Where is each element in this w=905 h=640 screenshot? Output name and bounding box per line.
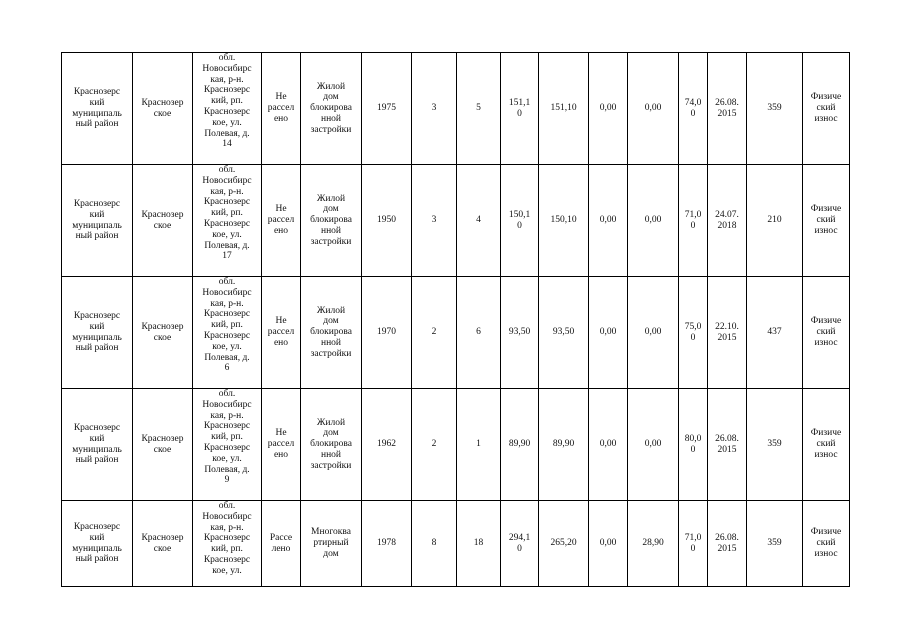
count-1-cell: 3: [412, 53, 457, 165]
date-cell: 26.08. 2015: [708, 389, 747, 501]
district-cell: Краснозерс кий муниципаль ный район: [62, 53, 133, 165]
status-cell: Не рассел ено: [262, 389, 301, 501]
reason-cell: Физиче ский износ: [803, 277, 850, 389]
reason-cell: Физиче ский износ: [803, 501, 850, 587]
count-2-cell: 1: [457, 389, 501, 501]
date-cell: 22.10. 2015: [708, 277, 747, 389]
count-2-cell: 6: [457, 277, 501, 389]
date-cell: 26.08. 2015: [708, 501, 747, 587]
address-cell: обл. Новосибирс кая, р-н. Краснозерс кий, рп. Краснозерс кое, ул.: [193, 501, 262, 587]
value-1-cell: 0,00: [589, 165, 628, 277]
district-cell: Краснозерс кий муниципаль ный район: [62, 501, 133, 587]
settlement-cell: Краснозер ское: [133, 277, 193, 389]
district-cell: Краснозерс кий муниципаль ный район: [62, 277, 133, 389]
year-cell: 1978: [362, 501, 412, 587]
doc-number-cell: 359: [747, 389, 803, 501]
wear-cell: 71,0 0: [679, 501, 708, 587]
value-1-cell: 0,00: [589, 277, 628, 389]
reason-cell: Физиче ский износ: [803, 389, 850, 501]
value-2-cell: 0,00: [628, 389, 679, 501]
status-cell: Не рассел ено: [262, 53, 301, 165]
date-cell: 26.08. 2015: [708, 53, 747, 165]
table-row: [62, 277, 850, 389]
value-2-cell: 28,90: [628, 501, 679, 587]
area-total-cell: 294,1 0: [501, 501, 539, 587]
table-row: [62, 165, 850, 277]
building-type-cell: Жилой дом блокирова нной застройки: [301, 53, 362, 165]
value-2-cell: 0,00: [628, 277, 679, 389]
wear-cell: 74,0 0: [679, 53, 708, 165]
settlement-cell: Краснозер ское: [133, 501, 193, 587]
area-living-cell: 89,90: [539, 389, 589, 501]
reason-cell: Физиче ский износ: [803, 53, 850, 165]
count-1-cell: 2: [412, 277, 457, 389]
district-cell: Краснозерс кий муниципаль ный район: [62, 165, 133, 277]
area-living-cell: 93,50: [539, 277, 589, 389]
doc-number-cell: 359: [747, 501, 803, 587]
status-cell: Не рассел ено: [262, 165, 301, 277]
area-living-cell: 150,10: [539, 165, 589, 277]
year-cell: 1970: [362, 277, 412, 389]
area-living-cell: 151,10: [539, 53, 589, 165]
year-cell: 1962: [362, 389, 412, 501]
count-1-cell: 3: [412, 165, 457, 277]
district-cell: Краснозерс кий муниципаль ный район: [62, 389, 133, 501]
table-row: [62, 53, 850, 165]
area-living-cell: 265,20: [539, 501, 589, 587]
building-type-cell: Жилой дом блокирова нной застройки: [301, 389, 362, 501]
value-2-cell: 0,00: [628, 53, 679, 165]
wear-cell: 75,0 0: [679, 277, 708, 389]
status-cell: Не рассел ено: [262, 277, 301, 389]
value-2-cell: 0,00: [628, 165, 679, 277]
address-cell: обл. Новосибирс кая, р-н. Краснозерс кий, рп. Краснозерс кое, ул. Полевая, д. 14: [193, 53, 262, 165]
count-1-cell: 2: [412, 389, 457, 501]
status-cell: Рассе лено: [262, 501, 301, 587]
doc-number-cell: 210: [747, 165, 803, 277]
count-2-cell: 5: [457, 53, 501, 165]
area-total-cell: 89,90: [501, 389, 539, 501]
building-type-cell: Жилой дом блокирова нной застройки: [301, 277, 362, 389]
address-cell: обл. Новосибирс кая, р-н. Краснозерс кий, рп. Краснозерс кое, ул. Полевая, д. 17: [193, 165, 262, 277]
date-cell: 24.07. 2018: [708, 165, 747, 277]
building-type-cell: Многоква ртирный дом: [301, 501, 362, 587]
year-cell: 1950: [362, 165, 412, 277]
wear-cell: 71,0 0: [679, 165, 708, 277]
value-1-cell: 0,00: [589, 501, 628, 587]
area-total-cell: 150,1 0: [501, 165, 539, 277]
value-1-cell: 0,00: [589, 53, 628, 165]
count-2-cell: 4: [457, 165, 501, 277]
address-cell: обл. Новосибирс кая, р-н. Краснозерс кий, рп. Краснозерс кое, ул. Полевая, д. 9: [193, 389, 262, 501]
settlement-cell: Краснозер ское: [133, 389, 193, 501]
doc-number-cell: 437: [747, 277, 803, 389]
housing-table: [61, 52, 850, 587]
wear-cell: 80,0 0: [679, 389, 708, 501]
count-1-cell: 8: [412, 501, 457, 587]
table-row: [62, 501, 850, 587]
count-2-cell: 18: [457, 501, 501, 587]
year-cell: 1975: [362, 53, 412, 165]
area-total-cell: 151,1 0: [501, 53, 539, 165]
settlement-cell: Краснозер ское: [133, 53, 193, 165]
table-row: [62, 389, 850, 501]
address-cell: обл. Новосибирс кая, р-н. Краснозерс кий, рп. Краснозерс кое, ул. Полевая, д. 6: [193, 277, 262, 389]
building-type-cell: Жилой дом блокирова нной застройки: [301, 165, 362, 277]
value-1-cell: 0,00: [589, 389, 628, 501]
reason-cell: Физиче ский износ: [803, 165, 850, 277]
doc-number-cell: 359: [747, 53, 803, 165]
settlement-cell: Краснозер ское: [133, 165, 193, 277]
area-total-cell: 93,50: [501, 277, 539, 389]
